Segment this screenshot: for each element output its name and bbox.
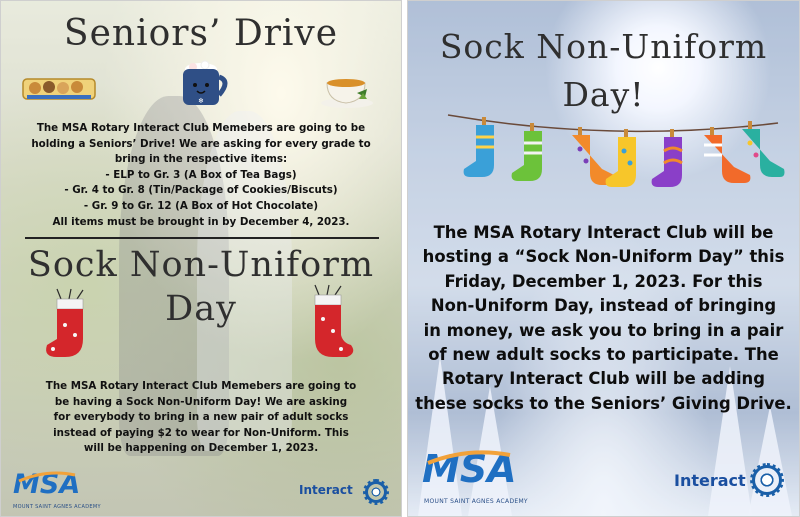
section-divider (25, 237, 379, 239)
sock-green (512, 123, 542, 181)
text-line: The MSA Rotary Interact Club Memebers are going to (45, 380, 357, 392)
text-line: Friday, December 1, 2023. For this (444, 271, 763, 291)
sock-purple (652, 129, 682, 187)
msa-swoosh-icon (426, 449, 512, 465)
text-line: hosting a “Sock Non-Uniform Day” this (422, 247, 785, 267)
cookie-box-icon (21, 73, 97, 103)
msa-logo-text: MSA (422, 447, 517, 491)
sock-yellow (606, 129, 636, 187)
text-line: - ELP to Gr. 3 (A Box of Tea Bags) (105, 168, 297, 181)
hot-chocolate-mug-icon (177, 59, 231, 109)
msa-logo-subtext: MOUNT SAINT AGNES ACADEMY (13, 504, 101, 510)
text-line: in money, we ask you to bring in a pair (423, 320, 784, 340)
text-line: Rotary Interact Club will be adding (442, 369, 765, 389)
tea-cup-icon (319, 71, 375, 109)
text-line: holding a Seniors’ Drive! We are asking for every grade to (31, 137, 371, 150)
text-line: - Gr. 9 to Gr. 12 (A Box of Hot Chocolate) (83, 199, 319, 212)
text-line: The MSA Rotary Interact Club will be (433, 223, 774, 242)
title-line: Day! (562, 75, 645, 114)
sock-blue (464, 117, 494, 177)
rotary-wheel-icon (365, 481, 387, 503)
text-line: bring in the respective items: (114, 153, 288, 166)
title-line: Day (165, 289, 237, 329)
sock-day-text (1, 379, 401, 457)
svg-text:❄: ❄ (198, 97, 204, 105)
seniors-drive-title: Seniors’ Drive (63, 13, 339, 54)
text-line: Non-Uniform Day, instead of bringing (430, 296, 777, 316)
msa-swoosh-icon (17, 471, 77, 483)
text-line: these socks to the Seniors’ Giving Drive. (415, 393, 792, 413)
christmas-stocking-left-icon (39, 285, 103, 361)
title-line: Sock Non-Uniform (27, 245, 375, 285)
text-line: will be happening on December 1, 2023. (83, 442, 319, 455)
sock-day-text (408, 221, 799, 416)
title-line: Sock Non-Uniform (439, 27, 768, 66)
interact-label: Interact (299, 483, 353, 497)
text-line: be having a Sock Non-Uniform Day! We are asking (54, 395, 348, 408)
msa-logo-subtext: MOUNT SAINT AGNES ACADEMY (424, 498, 528, 505)
sock-non-uniform-day-poster (407, 0, 800, 517)
sock-clothesline-icon (448, 109, 778, 209)
christmas-stocking-right-icon (295, 281, 359, 361)
text-line: The MSA Rotary Interact Club Memebers are going to be (36, 122, 366, 134)
sock-day-title (408, 23, 799, 119)
msa-logo-text: MSA (13, 469, 81, 500)
text-line: - Gr. 4 to Gr. 8 (Tin/Package of Cookies/Biscuts) (64, 184, 338, 197)
interact-label: Interact (674, 471, 746, 490)
text-line: All items must be brought in by December 4, 2023. (52, 215, 350, 228)
seniors-drive-text (1, 121, 401, 230)
rotary-wheel-icon (752, 465, 782, 495)
sock-orange-stripes (704, 127, 750, 183)
text-line: for everybody to bring in a new pair of adult socks (53, 411, 349, 424)
text-line: instead of paying $2 to wear for Non-Uniform. This (53, 426, 349, 439)
text-line: of new adult socks to participate. The (428, 345, 779, 365)
